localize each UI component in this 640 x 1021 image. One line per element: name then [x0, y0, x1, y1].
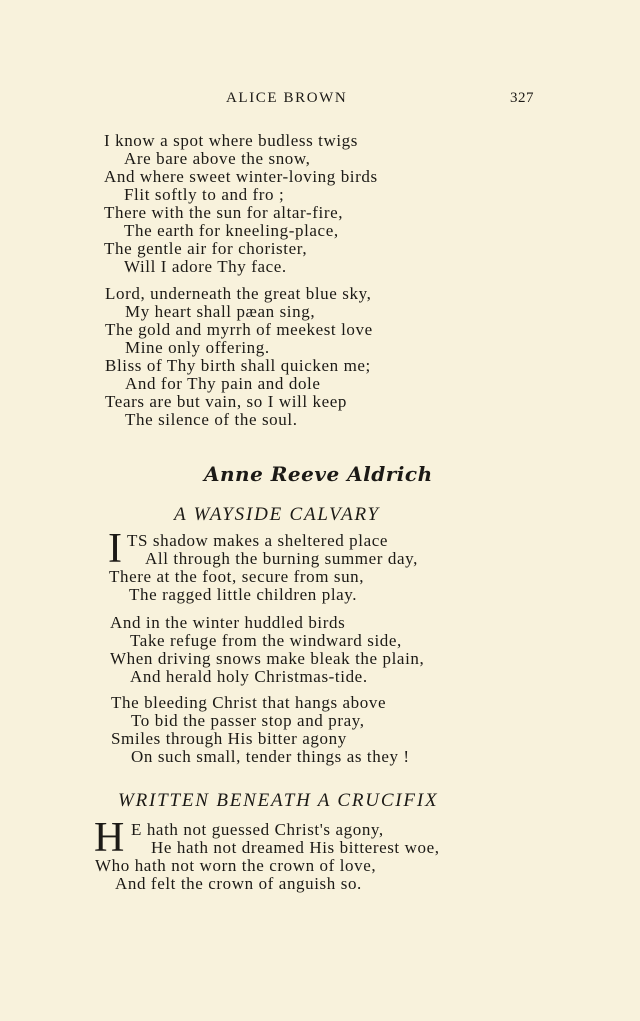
poem-line: There at the foot, secure from sun,	[109, 567, 365, 586]
poem-line: To bid the passer stop and pray,	[131, 711, 365, 730]
poem-title: WRITTEN BENEATH A CRUCIFIX	[118, 790, 439, 811]
poem-title: A WAYSIDE CALVARY	[174, 504, 380, 525]
poem-line: Flit softly to and fro ;	[124, 185, 285, 204]
poem-line: Tears are but vain, so I will keep	[105, 392, 348, 411]
poem2-stanza1-cont	[109, 568, 364, 604]
poem-line: And in the winter huddled birds	[110, 613, 346, 632]
poem-line: The silence of the soul.	[125, 410, 298, 429]
poem2-stanza1	[127, 532, 418, 568]
poem-line: Will I adore Thy face.	[124, 257, 287, 276]
poem3-stanza1	[131, 821, 440, 857]
poem-line: Bliss of Thy birth shall quicken me;	[105, 356, 371, 375]
poem-line: My heart shall pæan sing,	[125, 302, 316, 321]
poem-line: He hath not dreamed His bitterest woe,	[151, 838, 440, 857]
poem-line: On such small, tender things as they !	[131, 747, 410, 766]
poem-line: Lord, underneath the great blue sky,	[105, 284, 372, 303]
poem3-stanza1-cont	[95, 857, 376, 893]
poem-line: And herald holy Christmas-tide.	[130, 667, 368, 686]
poem-line: And felt the crown of anguish so.	[115, 874, 362, 893]
poem-line: TS shadow makes a sheltered place	[127, 531, 389, 550]
poem-line: The gold and myrrh of meekest love	[105, 320, 373, 339]
poem-line: Take refuge from the windward side,	[130, 631, 402, 650]
poem-line: E hath not guessed Christ's agony,	[131, 820, 384, 839]
running-title: ALICE BROWN	[226, 90, 348, 106]
poem-line: And where sweet winter-loving birds	[104, 167, 378, 186]
poem-line: The gentle air for chorister,	[104, 239, 308, 258]
poem1-stanza1	[104, 132, 378, 276]
poem-line: The bleeding Christ that hangs above	[111, 693, 387, 712]
poem-line: And for Thy pain and dole	[125, 374, 321, 393]
poem-line: There with the sun for altar-fire,	[104, 203, 344, 222]
poem-line: Mine only offering.	[125, 338, 270, 357]
poem-line: The earth for kneeling-place,	[124, 221, 339, 240]
poem-line: When driving snows make bleak the plain,	[110, 649, 425, 668]
poem-line: All through the burning summer day,	[145, 549, 418, 568]
poem-line: I know a spot where budless twigs	[104, 131, 358, 150]
author-name: Anne Reeve Aldrich	[204, 462, 433, 486]
poem-line: Smiles through His bitter agony	[111, 729, 347, 748]
poem2-stanza2	[110, 614, 424, 686]
poem-line: Who hath not worn the crown of love,	[95, 856, 377, 875]
poem-line: The ragged little children play.	[129, 585, 358, 604]
page-number: 327	[510, 90, 534, 106]
poem-line: Are bare above the snow,	[124, 149, 311, 168]
drop-cap: I	[108, 526, 122, 572]
poem2-stanza3	[111, 694, 410, 766]
poem1-stanza2	[105, 285, 373, 429]
drop-cap: H	[94, 815, 125, 861]
